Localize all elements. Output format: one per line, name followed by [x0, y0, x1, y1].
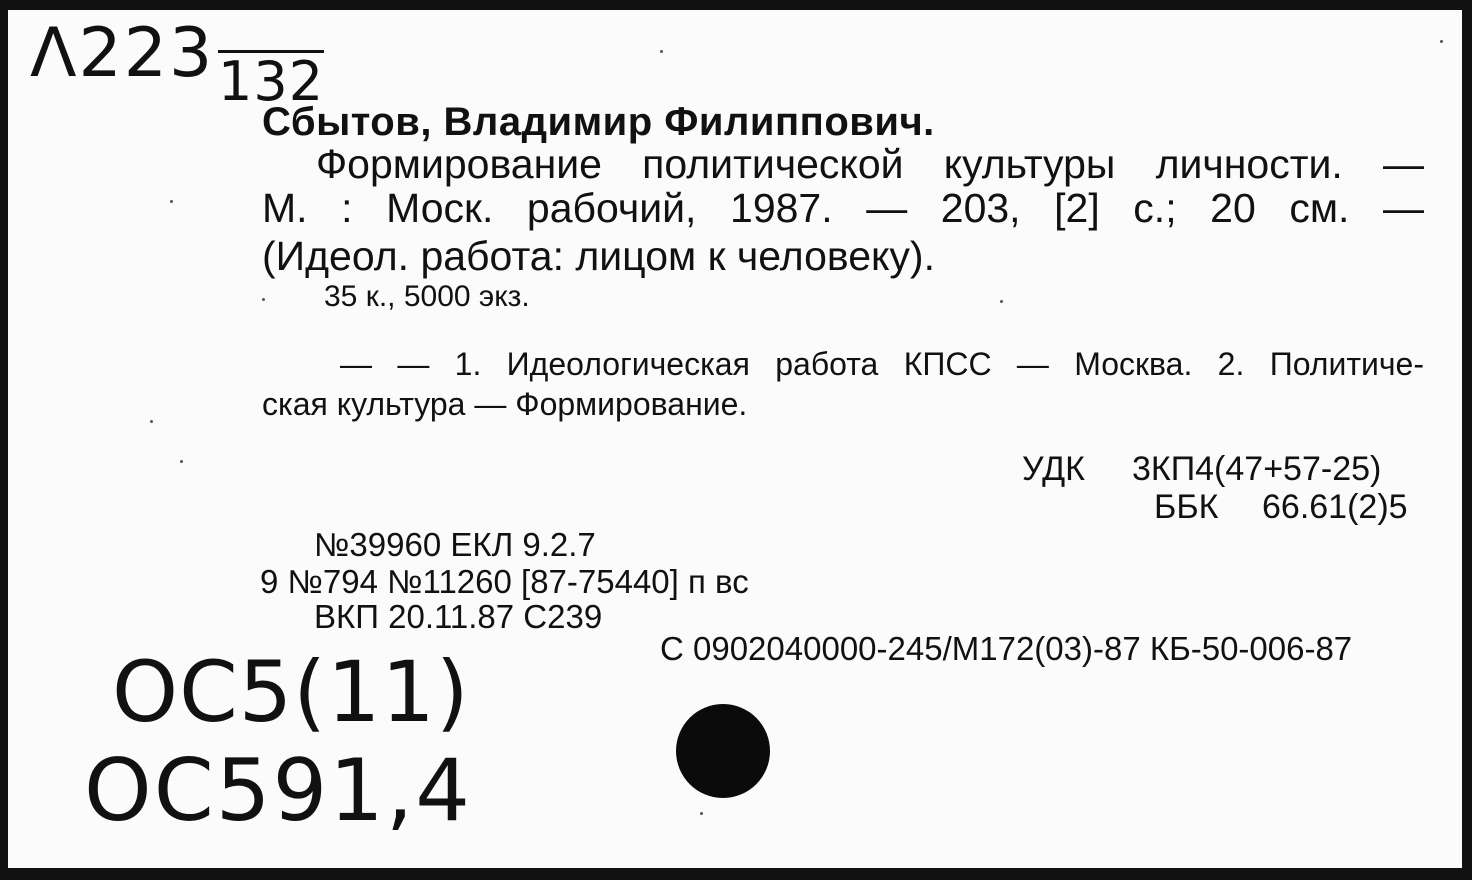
- bbk-value: 66.61(2)5: [1262, 488, 1408, 526]
- scan-border-top: [0, 0, 1472, 10]
- shelf-mark-sub: 132: [218, 50, 325, 113]
- subjects-line-2: ская культура — Формирование.: [262, 386, 748, 422]
- udk-value: 3КП4(47+57-25): [1132, 450, 1382, 488]
- scan-speck: [1440, 40, 1443, 43]
- publication-index: С 0902040000-245/М172(03)-87 КБ-50-006-87: [660, 630, 1353, 667]
- scan-border-bottom: [0, 868, 1472, 880]
- scan-border-left: [0, 0, 8, 880]
- title-line-1: Формирование политической культуры личности. —: [316, 141, 1424, 187]
- punch-hole-icon: [676, 704, 770, 798]
- service-line-1: №39960 ЕКЛ 9.2.7: [314, 526, 596, 563]
- scan-speck: [170, 200, 173, 203]
- service-line-2: 9 №794 №11260 [87-75440] п вс: [260, 563, 749, 600]
- scan-border-right: [1462, 0, 1472, 880]
- handwritten-code-1: ОС5(11): [112, 643, 470, 741]
- scan-speck: [660, 50, 663, 53]
- scan-speck: [700, 812, 703, 815]
- shelf-mark: Λ223: [30, 14, 215, 93]
- scan-speck: [1000, 300, 1003, 303]
- subjects-line-1: — — 1. Идеологическая работа КПСС — Москва. 2. Политиче-: [340, 346, 1424, 382]
- bbk-label: ББК: [1154, 488, 1219, 526]
- scan-speck: [262, 298, 265, 301]
- title-line-2: М. : Моск. рабочий, 1987. — 203, [2] с.; 20 см. —: [262, 185, 1424, 231]
- author-heading: Сбытов, Владимир Филиппович.: [262, 100, 935, 144]
- price-line: 35 к., 5000 экз.: [324, 280, 530, 313]
- scan-speck: [180, 460, 183, 463]
- title-line-3: (Идеол. работа: лицом к человеку).: [262, 233, 935, 279]
- scan-speck: [150, 420, 153, 423]
- service-line-3: ВКП 20.11.87 С239: [314, 598, 603, 635]
- udk-label: УДК: [1022, 450, 1085, 488]
- handwritten-code-2: ОС591,4: [84, 741, 472, 841]
